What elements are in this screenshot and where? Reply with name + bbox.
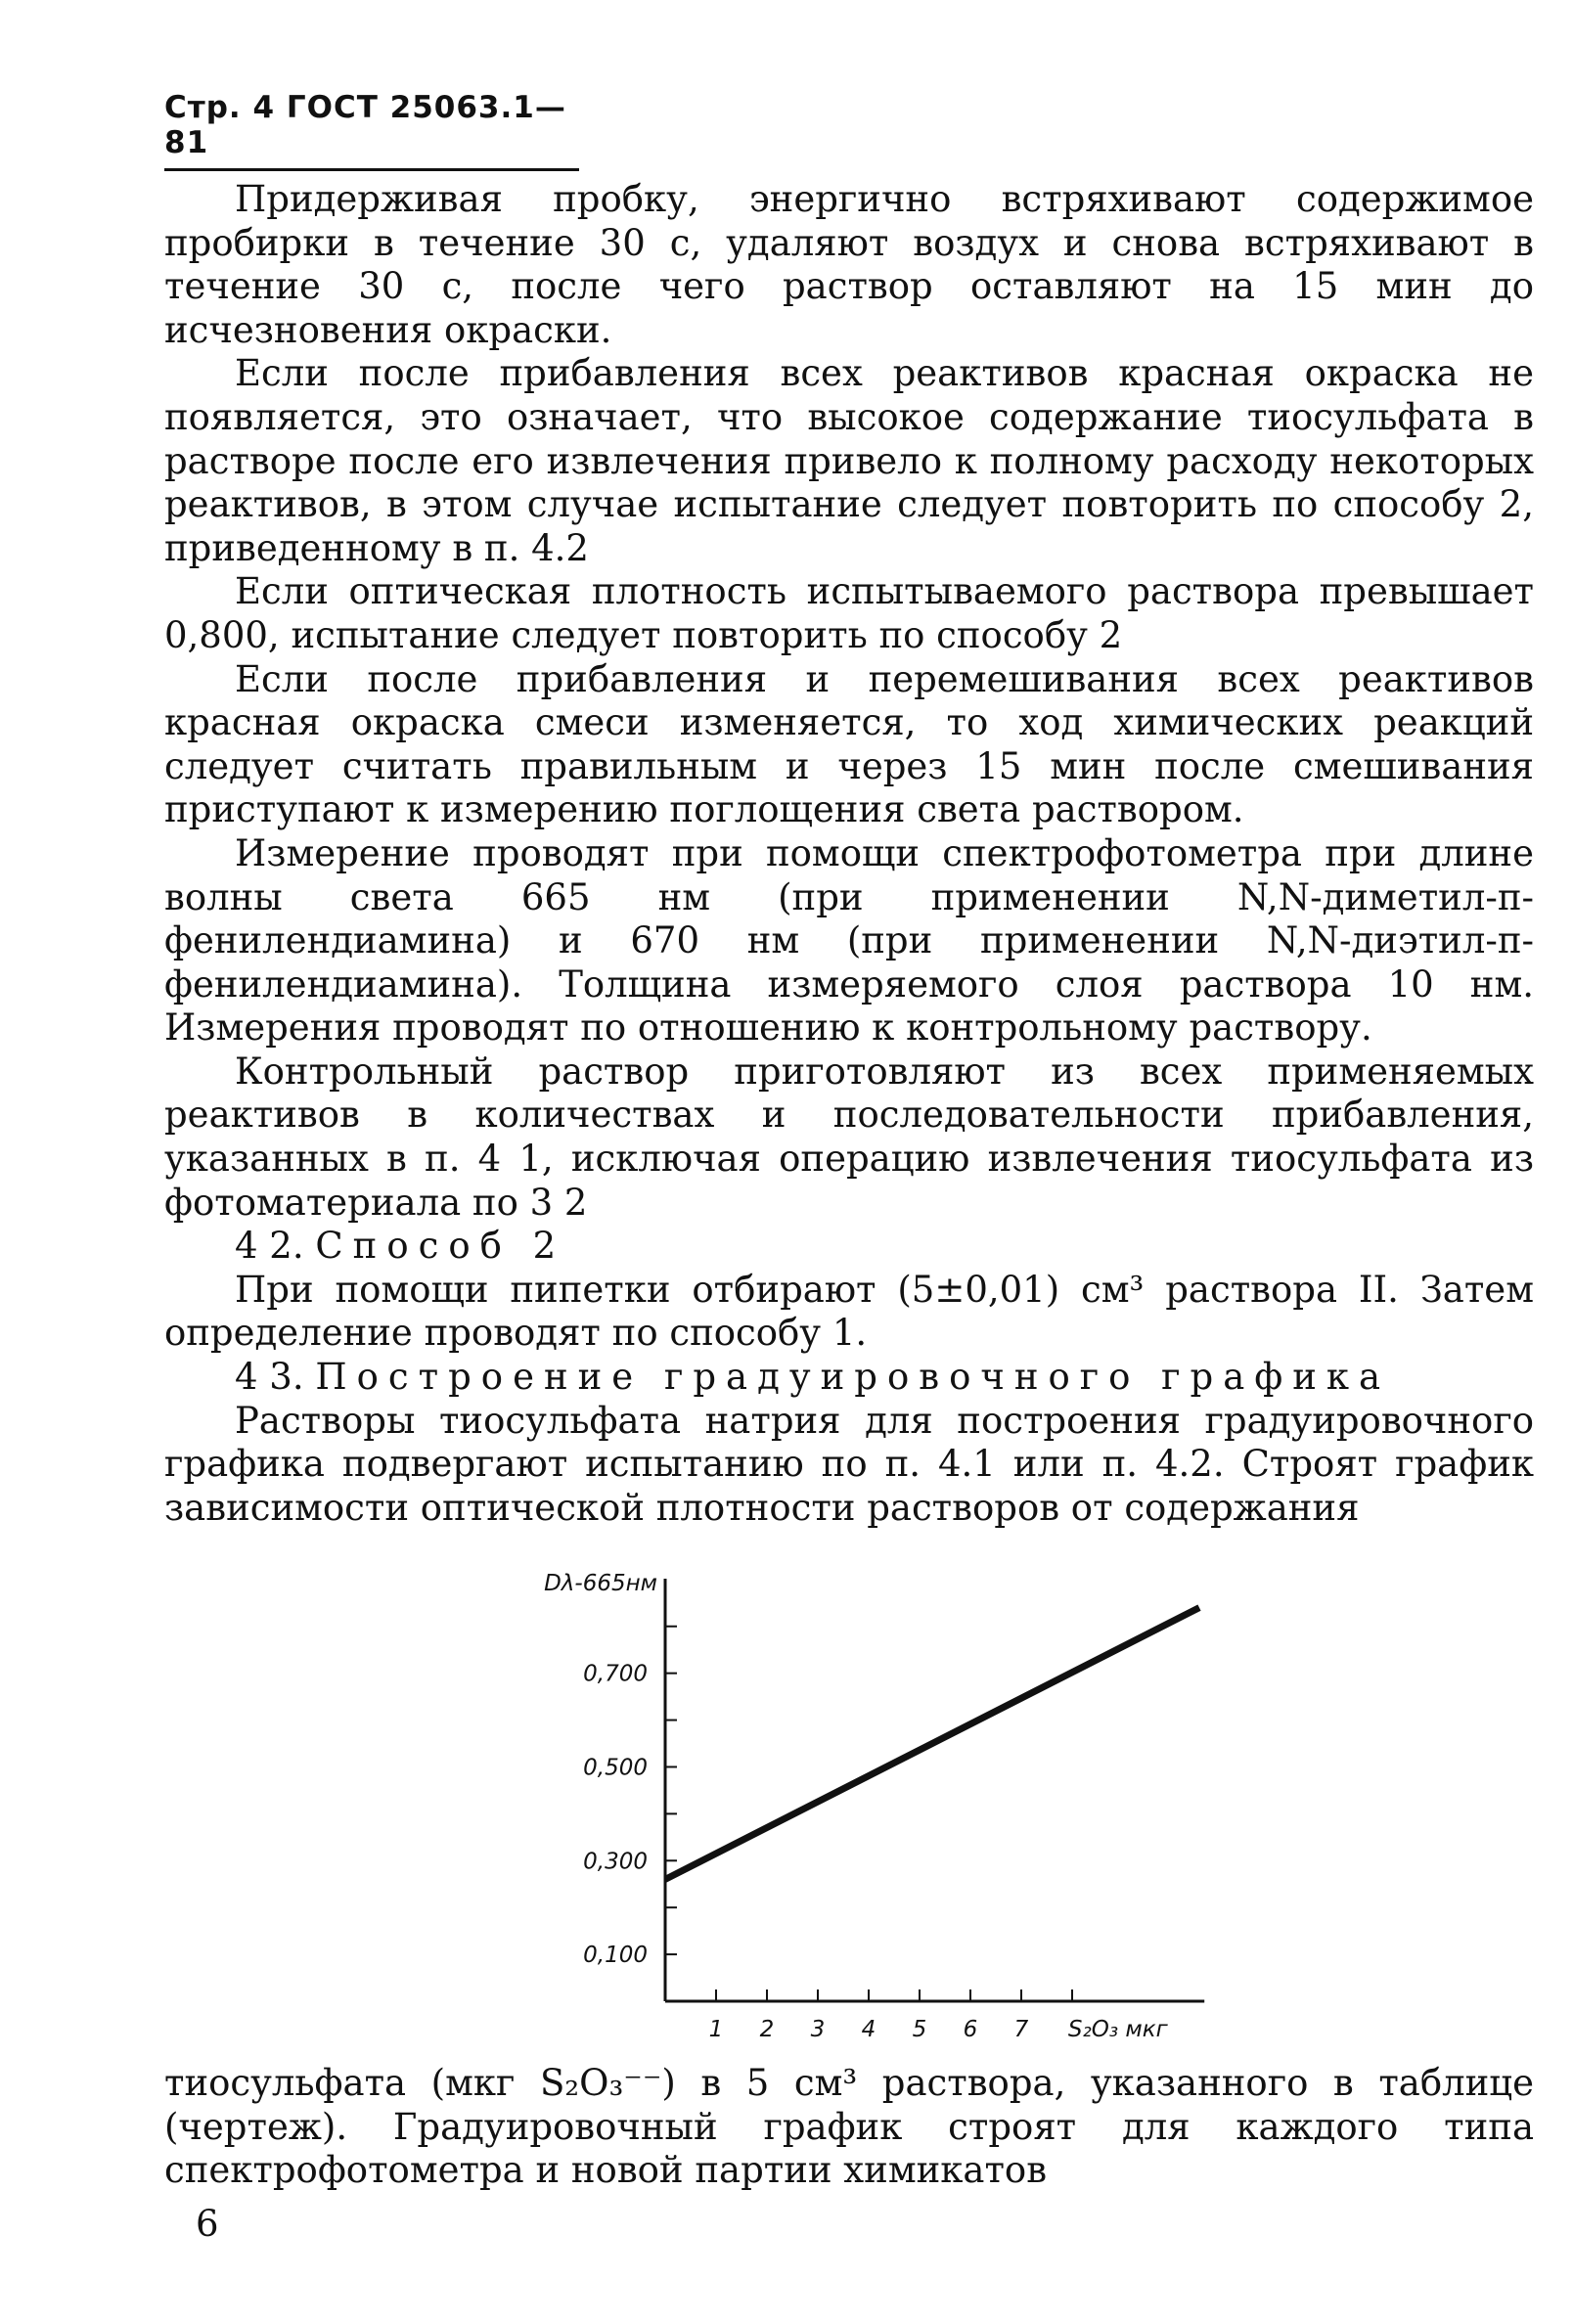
y-axis-label: Dλ-665нм	[544, 1571, 657, 1596]
tail-text	[164, 2062, 1534, 2193]
page-header	[164, 90, 579, 171]
series-line-calibration	[665, 1608, 1199, 1880]
section-43-number: 4 3.	[235, 1356, 304, 1399]
paragraph-2: Если после прибавления всех реактивов красная окраска не появляется, это означает, что высокое содержание тиосульфата в растворе после его извлечения привело к полному расходу некоторых реактивов, в этом случае испытание следует повторить по способу 2, приведенному в п. 4.2	[164, 352, 1534, 569]
y-tick-label: 0,300	[583, 1849, 648, 1875]
y-tick-label: 0,500	[583, 1755, 648, 1781]
section-43-heading	[164, 1356, 1534, 1400]
section-43-title: Построение градуировочного графика	[315, 1356, 1391, 1399]
section-43-text: Растворы тиосульфата натрия для построения градуировочного графика подвергают испытанию по п. 4.1 или п. 4.2. Строят график зависимости оптической плотности растворов от содержания	[164, 1399, 1534, 1529]
page-number: 6	[196, 2203, 219, 2245]
paragraph-1: Придерживая пробку, энергично встряхивают содержимое пробирки в течение 30 с, удаляют воздух и снова встряхивают в течение 30 с, после чего раствор оставляют на 15 мин до исчезновения окраски.	[164, 178, 1534, 351]
x-tick-label: 5	[912, 2017, 927, 2042]
section-42-title: Способ 2	[315, 1225, 566, 1268]
y-tick-label: 0,100	[583, 1943, 648, 1969]
y-tick-label: 0,700	[583, 1661, 648, 1687]
body-text	[164, 178, 1534, 1530]
tail-paragraph: тиосульфата (мкг S₂O₃⁻⁻) в 5 см³ раствора, указанного в таблице (чертеж). Градуировочный график строят для каждого типа спектрофотометра и новой партии химикатов	[164, 2062, 1534, 2192]
paragraph-3: Если оптическая плотность испытываемого раствора превышает 0,800, испытание следует повторить по способу 2	[164, 570, 1534, 656]
section-42-number: 4 2.	[235, 1225, 304, 1268]
x-axis-label: S₂O₃ мкг	[1067, 2017, 1168, 2042]
header-page: Стр. 4	[164, 90, 276, 125]
calibration-chart	[470, 1559, 1213, 2048]
x-tick-label: 6	[963, 2017, 978, 2042]
x-tick-label: 1	[708, 2017, 724, 2042]
header-standard: ГОСТ 25063.1—81	[164, 90, 566, 160]
paragraph-5: Измерение проводят при помощи спектрофотометра при длине волны света 665 нм (при применении N,N-диметил-п-фенилендиамина) и 670 нм (при применении N,N-диэтил-п-фенилендиамина). Толщина измеряемого слоя раствора 10 нм. Измерения проводят по отношению к контрольному раствору.	[164, 831, 1534, 1050]
x-tick-label: 4	[861, 2017, 876, 2042]
section-42-heading	[164, 1225, 1534, 1269]
paragraph-6: Контрольный раствор приготовляют из всех применяемых реактивов в количествах и последовательности прибавления, указанных в п. 4 1, исключая операцию извлечения тиосульфата из фотоматериала по 3 2	[164, 1050, 1534, 1224]
x-tick-label: 7	[1013, 2017, 1029, 2042]
paragraph-4: Если после прибавления и перемешивания всех реактивов красная окраска смеси изменяется, то ход химических реакций следует считать правильным и через 15 мин после смешивания приступают к измерению поглощения света раствором.	[164, 657, 1534, 831]
section-42-text: При помощи пипетки отбирают (5±0,01) см³ раствора II. Затем определение проводят по способу 1.	[164, 1268, 1534, 1355]
x-tick-label: 3	[810, 2017, 826, 2042]
chart-svg	[470, 1559, 1213, 2048]
x-tick-label: 2	[759, 2017, 775, 2042]
